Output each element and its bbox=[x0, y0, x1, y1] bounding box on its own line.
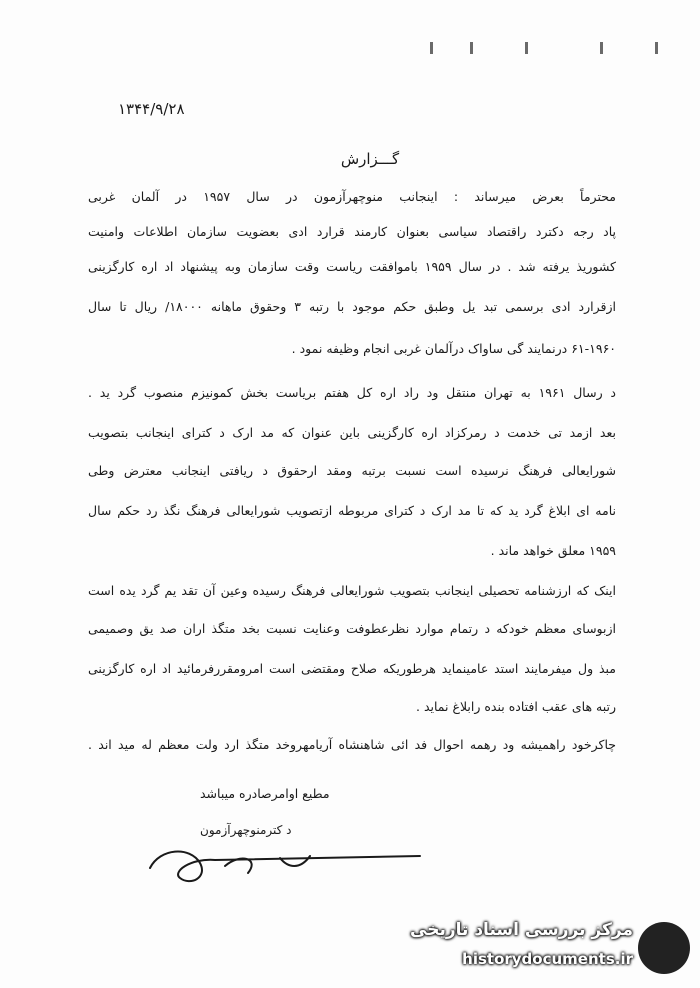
body-line: مبذ ول میفرمایند استد عامینماید هرطوریکه صلاح ومقتضی است امرومقررفرمائید اد اره کارگزینی bbox=[88, 661, 616, 676]
body-line: پاد رجه دکترد راقتصاد سیاسی بعنوان کارمند قرارد ادی بعضویت سازمان اطلاعات وامنیت bbox=[88, 224, 616, 239]
body-line: د رسال ۱۹۶۱ به تهران منتقل ود راد اره کل هفتم بریاست بخش کمونیزم منصوب گرد ید . bbox=[88, 385, 616, 400]
body-line: ازبوسای معظم خودکه د رتمام موارد نظرعطوفت وعنایت نسبت بخد متگذ اران صد یق وصمیمی bbox=[88, 621, 616, 636]
signer-name: د کترمنوچهرآزمون bbox=[200, 823, 292, 837]
body-line: ازقرارد ادی برسمی تبد یل وطبق حکم موجود با رتبه ۳ وحقوق ماهانه ۱۸۰۰۰/ ریال تا سال bbox=[88, 299, 616, 314]
archive-logo-icon bbox=[638, 922, 690, 974]
archive-watermark bbox=[410, 918, 695, 980]
body-line: نامه ای ابلاغ گرد ید که تا مد ارک د کترای مربوطه ازتصویب شورایعالی فرهنگ نگذ رد حکم سال bbox=[88, 503, 616, 518]
body-line: محترماً بعرض میرساند : اینجانب منوچهرآزمون در سال ۱۹۵۷ در آلمان غربی bbox=[88, 189, 616, 204]
handwritten-signature bbox=[130, 838, 430, 893]
body-line: شورایعالی فرهنگ نرسیده است نسبت برتبه ومقد ارحقوق د ریافتی اینجانب معترض وطی bbox=[88, 463, 616, 478]
scan-marks bbox=[430, 42, 660, 56]
body-line: چاکرخود راهمیشه ود رهمه احوال فد ائی شاهنشاه آریامهروخد متگذ ارد ولت معظم له مید اند . bbox=[88, 737, 616, 752]
document-title: گـــزارش bbox=[340, 150, 400, 168]
document-date: ۱۳۴۴/۹/۲۸ bbox=[118, 100, 185, 118]
body-line: بعد ازمد تی خدمت د رمرکزاد اره کارگزینی باین عنوان که مد ارک د کترای اینجانب بتصویب bbox=[88, 425, 616, 440]
closing-phrase: مطیع اوامرصادره میباشد bbox=[200, 786, 330, 801]
body-line: رتبه های عقب افتاده بنده رابلاغ نماید . bbox=[416, 699, 616, 714]
watermark-url: historydocuments.ir bbox=[462, 950, 633, 968]
body-line: ۶۱-۱۹۶۰ درنمایند گی ساواک درآلمان غربی انجام وظیفه نمود . bbox=[291, 341, 616, 356]
body-line: اینک که ارزشنامه تحصیلی اینجانب بتصویب شورایعالی فرهنگ رسیده وعین آن تقد یم گرد یده است bbox=[88, 583, 616, 598]
watermark-title: مرکز بررسی اسناد تاریخی bbox=[410, 920, 633, 940]
body-line: ۱۹۵۹ معلق خواهد ماند . bbox=[490, 543, 616, 558]
body-line: کشوریذ یرفته شد . در سال ۱۹۵۹ باموافقت ریاست وقت سازمان وبه پیشنهاد اد اره کارگزینی bbox=[88, 259, 616, 274]
